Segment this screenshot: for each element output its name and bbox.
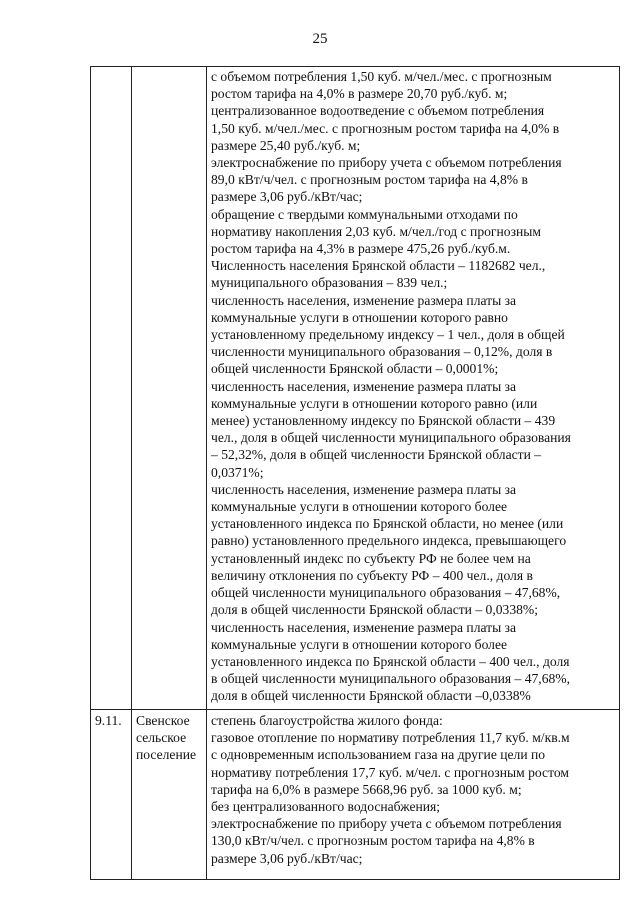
- text-line: коммунальные услуги в отношении которого более: [211, 499, 508, 515]
- text-line: в общей численности муниципального образования – 47,68%,: [211, 671, 571, 687]
- text-line: электроснабжение по прибору учета с объемом потребления: [211, 155, 562, 171]
- text-line: с одновременным использованием газа на другие цели по: [211, 747, 546, 763]
- text-line: ростом тарифа на 4,0% в размере 20,70 руб./куб. м;: [211, 86, 508, 102]
- text-line: размере 3,06 руб./кВт/час;: [211, 189, 363, 205]
- text-line: нормативу накопления 2,03 куб. м/чел./год с прогнозным: [211, 223, 541, 239]
- text-line: 0,0371%;: [211, 464, 264, 480]
- text-line: численность населения, изменение размера платы за: [211, 378, 517, 394]
- text-line: установленному предельному индексу – 1 чел., доля в общей: [211, 327, 565, 343]
- row-number-cell: 9.11.: [91, 710, 132, 880]
- text-line: 1,50 куб. м/чел./мес. с прогнозным ростом тарифа на 4,0% в: [211, 120, 560, 136]
- text-line: 89,0 кВт/ч/чел. с прогнозным ростом тарифа на 4,8% в: [211, 172, 528, 188]
- description-cell: [207, 710, 620, 880]
- text-line: муниципального образования – 839 чел.;: [211, 275, 448, 291]
- text-line: – 52,32%, доля в общей численности Брянской области –: [211, 447, 542, 463]
- text-line: с объемом потребления 1,50 куб. м/чел./мес. с прогнозным: [211, 69, 552, 84]
- text-line: коммунальные услуги в отношении которого равно (или: [211, 395, 538, 411]
- text-line: общей численности муниципального образования – 47,68%,: [211, 585, 561, 601]
- text-line: равно) установленного предельного индекса, превышающего: [211, 533, 567, 549]
- text-line: численности муниципального образования – 0,12%, доля в: [211, 344, 553, 360]
- table-row: [91, 710, 620, 880]
- municipality-name-cell: [132, 710, 207, 880]
- row-number-cell: [91, 67, 132, 710]
- text-line: обращение с твердыми коммунальными отходами по: [211, 206, 518, 222]
- text-line: размере 25,40 руб./куб. м;: [211, 137, 361, 153]
- text-line: степень благоустройства жилого фонда:: [211, 713, 443, 728]
- text-line: доля в общей численности Брянской области – 0,0338%;: [211, 602, 539, 618]
- text-line: коммунальные услуги в отношении которого более: [211, 636, 508, 652]
- description-cell: [207, 67, 620, 710]
- text-line: коммунальные услуги в отношении которого равно: [211, 309, 508, 325]
- table-row: [91, 67, 620, 710]
- municipality-name-line: сельское: [136, 730, 187, 746]
- text-line: газовое отопление по нормативу потребления 11,7 куб. м/кв.м: [211, 730, 570, 746]
- text-line: численность населения, изменение размера платы за: [211, 619, 517, 635]
- tariff-table: [90, 66, 620, 880]
- text-line: без централизованного водоснабжения;: [211, 799, 441, 815]
- page-number: 25: [312, 31, 328, 47]
- text-line: доля в общей численности Брянской области –0,0338%: [211, 688, 531, 704]
- text-line: чел., доля в общей численности муниципального образования: [211, 430, 571, 446]
- municipality-name-cell: [132, 67, 207, 710]
- text-line: размере 3,06 руб./кВт/час;: [211, 850, 363, 866]
- text-line: величину отклонения по субъекту РФ – 400 чел., доля в: [211, 567, 533, 583]
- text-line: централизованное водоотведение с объемом потребления: [211, 103, 545, 119]
- municipality-name-line: поселение: [136, 747, 197, 763]
- text-line: численность населения, изменение размера платы за: [211, 292, 517, 308]
- text-line: электроснабжение по прибору учета с объемом потребления: [211, 816, 562, 832]
- text-line: установленного индекса по Брянской области, но менее (или: [211, 516, 564, 532]
- text-line: Численность населения Брянской области – 1182682 чел.,: [211, 258, 546, 274]
- text-line: тарифа на 6,0% в размере 5668,96 руб. за 1000 куб. м;: [211, 781, 522, 797]
- municipality-name-line: Свенское: [136, 713, 190, 728]
- text-line: ростом тарифа на 4,3% в размере 475,26 руб./куб.м.: [211, 241, 511, 257]
- text-line: численность населения, изменение размера платы за: [211, 481, 517, 497]
- text-line: общей численности Брянской области – 0,0001%;: [211, 361, 499, 377]
- text-line: 130,0 кВт/ч/чел. с прогнозным ростом тарифа на 4,8% в: [211, 833, 535, 849]
- text-line: установленного индекса по Брянской области – 400 чел., доля: [211, 653, 570, 669]
- text-line: нормативу потребления 17,7 куб. м/чел. с прогнозным ростом: [211, 764, 569, 780]
- text-line: менее) установленному индексу по Брянской области – 439: [211, 413, 556, 429]
- text-line: установленный индекс по субъекту РФ не более чем на: [211, 550, 531, 566]
